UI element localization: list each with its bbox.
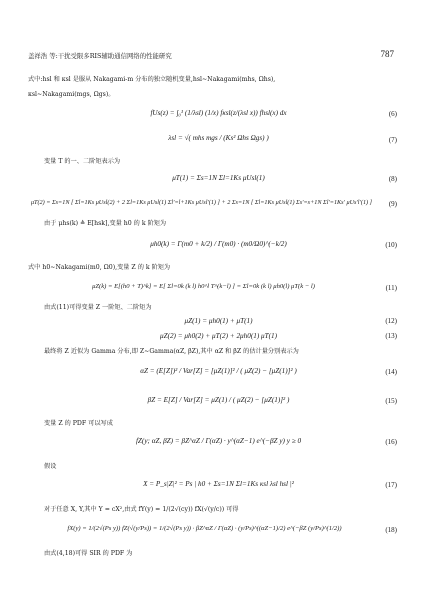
equation-number-18: (18): [385, 526, 397, 534]
text-line: 由于 μhs(k) ≜ E[hsk],变量 h0 的 k 阶矩为: [44, 220, 167, 227]
text-line: 假设: [44, 463, 57, 470]
equation-10: μh0(k) = Γ(m0 + k/2) / Γ(m0) · (m0/Ω0)^(−k/2): [150, 240, 287, 248]
equation-18: fX(y) = 1/(2√(Ps y)) fZ(√(y/Ps)) = 1/(2√(Ps y)) · βZ^αZ / Γ(αZ) · (y/Ps)^((αZ−1)/2) e^(−βZ (y/Ps)^(1/2)): [67, 525, 342, 532]
text-line: 式中 h0~Nakagami(m0, Ω0),变量 Z 的 k 阶矩为: [28, 264, 171, 271]
equation-number-17: (17): [385, 481, 397, 489]
page-number: 787: [380, 49, 394, 59]
equation-number-12: (12): [385, 317, 397, 325]
text-line: 由式(4,18)可得 SIR 的 PDF 为: [44, 550, 133, 557]
equation-13: μZ(2) = μh0(2) + μT(2) + 2μh0(1) μT(1): [159, 332, 278, 340]
equation-number-14: (14): [385, 368, 397, 376]
text-line: 最终将 Z 近似为 Gamma 分布,即 Z~Gamma(αZ, βZ),其中 αZ 和 βZ 的估计量分别表示为: [44, 348, 299, 355]
equation-8: μT(1) = Σs=1N Σl=1Ks μUsl(1): [172, 174, 265, 182]
equation-number-9: (9): [388, 200, 397, 208]
text-line: 由式(11)可得变量 Z 一阶矩、二阶矩为: [44, 304, 152, 311]
equation-11: μZ(k) = E[(h0 + T)^k] = E[ Σl=0k (k l) h0^l T^(k−l) ] = Σl=0k (k l) μh0(l) μT(k − l): [92, 283, 315, 290]
equation-number-8: (8): [388, 175, 397, 183]
text-line: 变量 T 的一、二阶矩表示为: [44, 158, 121, 165]
equation-9: μT(2) = Σs=1N [ Σl=1Ks μUsl(2) + 2 Σl=1Ks μUsl(1) Σl′=l+1Ks μUsl′(1) ] + 2 Σs=1N [ Σl=1Ks μUsl(1) Σs′=s+1N Σl′=1Ks′ μUs′l′(1) ]: [30, 199, 373, 206]
equation-12: μZ(1) = μh0(1) + μT(1): [184, 317, 253, 325]
equation-number-16: (16): [385, 438, 397, 446]
text-line: 对于任意 X, Y,其中 Y = cX²,由式 fY(y) = 1/(2√(cy)) fX(√(y/c)) 可得: [44, 506, 239, 513]
equation-16: fZ(y; αZ, βZ) = βZ^αZ / Γ(αZ) · y^(αZ−1) e^(−βZ y) y ≥ 0: [135, 437, 302, 445]
equation-number-6: (6): [388, 110, 397, 118]
equation-number-7: (7): [388, 136, 397, 144]
equation-15: βZ = E[Z] / Var[Z] = μZ(1) / ( μZ(2) − [μZ(1)]² ): [147, 396, 290, 404]
equation-7: λsl = √( mhs mgs / (Ks² Ωhs Ωgs) ): [168, 134, 269, 142]
equation-number-15: (15): [385, 397, 397, 405]
text-line: κsl~Nakagami(mgs, Ωgs)。: [28, 91, 115, 98]
equation-14: αZ = (E[Z])² / Var[Z] = [μZ(1)]² / ( μZ(2) − [μZ(1)]² ): [140, 367, 297, 375]
equation-6: fUs(z) = ∫₀¹ (1/λsl) (1/x) fκsl(z/(λsl x)) fhsl(x) dx: [150, 109, 287, 117]
equation-number-10: (10): [385, 241, 397, 249]
text-line: 式中:hsl 和 κsl 是服从 Nakagami-m 分布的独立随机变量,hsl~Nakagami(mhs, Ωhs),: [28, 76, 276, 83]
text-line: 变量 Z 的 PDF 可以写成: [44, 420, 113, 427]
running-header-left: 盖祥浩 等:干扰受限多RIS辅助通信网络的性能研究: [28, 52, 172, 60]
equation-number-13: (13): [385, 332, 397, 340]
equation-17: X = P_s|Z|² = Ps | h0 + Σs=1N Σl=1Ks κsl λsl hsl |²: [143, 480, 294, 488]
equation-number-11: (11): [385, 284, 397, 292]
